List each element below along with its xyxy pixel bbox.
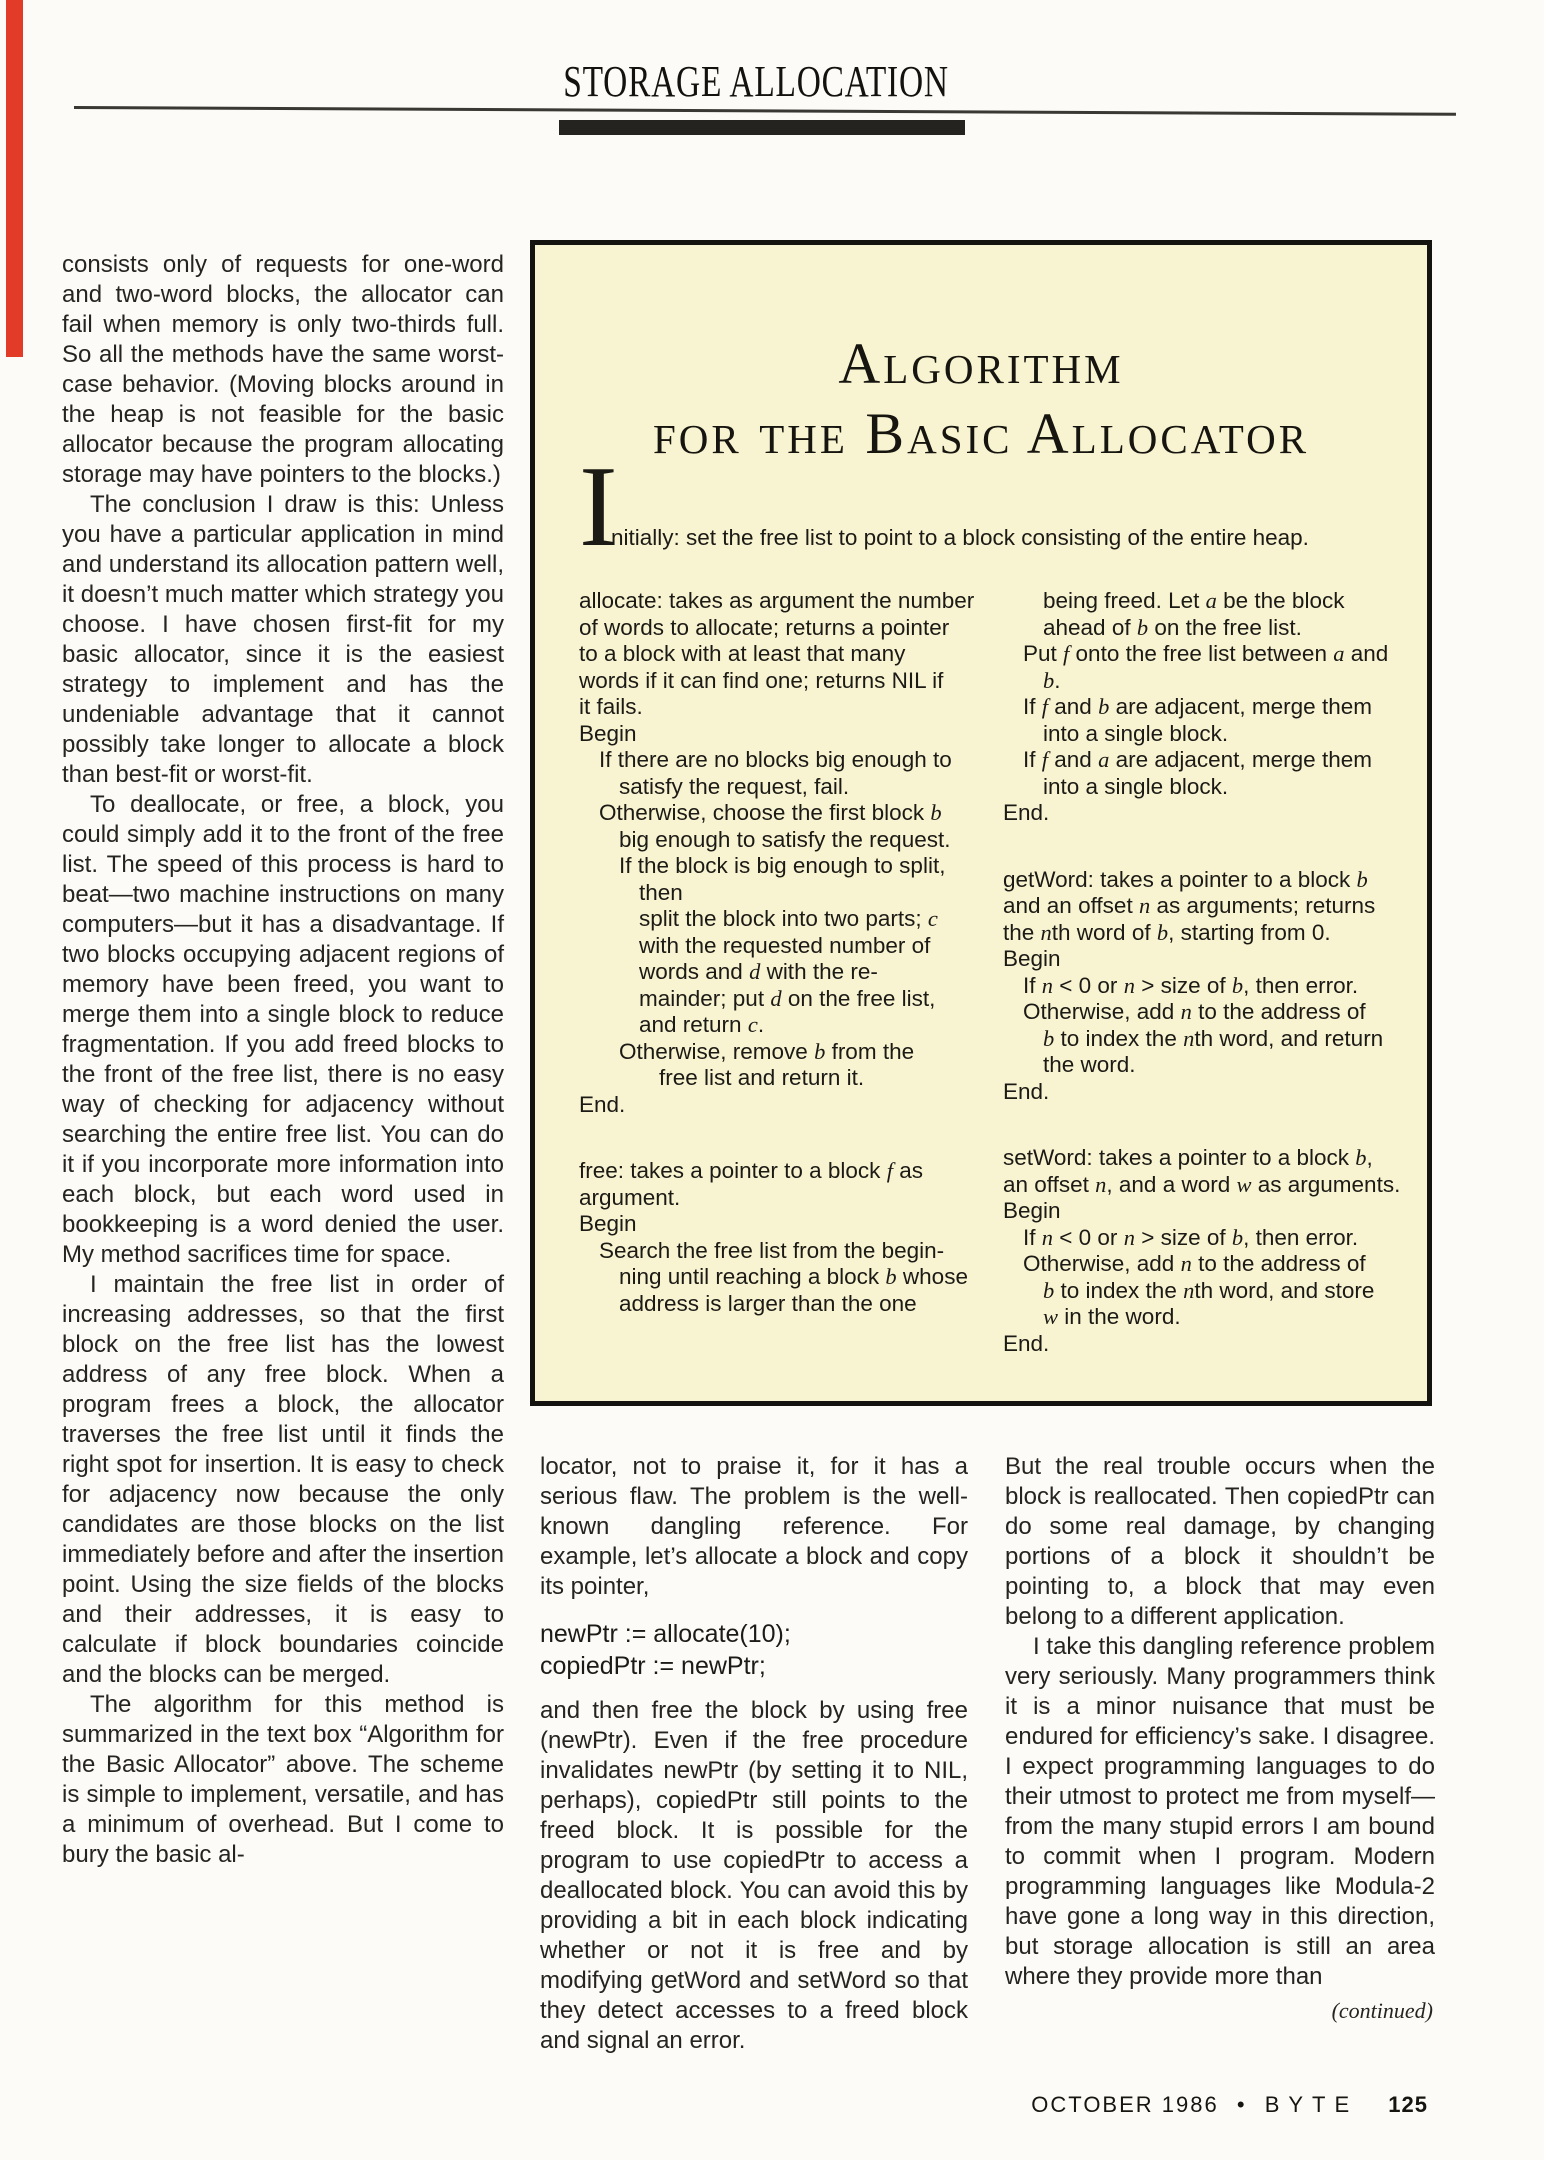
footer-page-number: 125 (1388, 2092, 1428, 2117)
page-footer (0, 2092, 1428, 2118)
page-edge-red-bar (6, 0, 23, 357)
pseudocode-line: Otherwise, add n to the address of (1023, 999, 1366, 1024)
pseudocode-column-left (579, 588, 1003, 1317)
pseudocode-column-right (1003, 588, 1427, 1357)
pseudocode-line: Begin (1003, 946, 1061, 971)
pseudocode-line: End. (579, 1091, 626, 1117)
pseudocode-line: Otherwise, remove b from the (619, 1038, 915, 1064)
right-text-column (1005, 1452, 1435, 2026)
pseudocode-line: big enough to satisfy the request. (619, 826, 951, 852)
pseudocode-line: Search the free list from the begin- (599, 1237, 945, 1263)
pseudocode-line: End. (1003, 1078, 1050, 1104)
pseudocode-line: If f and a are adjacent, merge them (1023, 747, 1372, 772)
pseudocode-line: of words to allocate; returns a pointer (579, 614, 950, 640)
paragraph: consists only of requests for one-word and two-word blocks, the allocator can fail when memory is only two-thirds full. So all the methods have the same worst-case behavior. (Moving blocks around in the heap is not feasible for the basic allocator because the program allocating storage may have pointers to the blocks.) (62, 251, 504, 488)
box-title-line2: for the Basic Allocator (652, 401, 1310, 466)
pseudocode-line: being freed. Let a be the block (1043, 588, 1345, 613)
footer-date: OCTOBER 1986 (1031, 2092, 1219, 2117)
pseudocode-line (579, 1118, 1003, 1158)
pseudocode-line: If there are no blocks big enough to (599, 747, 952, 772)
pseudocode-line: b. (1043, 667, 1061, 693)
pseudocode-line: split the block into two parts; c (639, 906, 938, 931)
continued-note: (continued) (1331, 1998, 1433, 2023)
pseudocode-line: b to index the nth word, and store (1043, 1277, 1375, 1303)
pseudocode-line: If n < 0 or n > size of b, then error. (1023, 972, 1359, 998)
paragraph: But the real trouble occurs when the block is reallocated. Then copiedPtr can do some real damage, by changing portions of a block it shouldn’t be pointing to, a block that may even belong to a different application. (1005, 1453, 1435, 1630)
code-snippet (540, 1618, 968, 1682)
pseudocode-line: and return c. (639, 1012, 765, 1037)
pseudocode-line: into a single block. (1043, 720, 1229, 746)
middle-text-column (540, 1452, 968, 2056)
header-rule (74, 106, 1456, 116)
algorithm-box-title (535, 329, 1427, 469)
pseudocode-line: allocate: takes as argument the number (579, 588, 975, 613)
pseudocode-line: Otherwise, add n to the address of (1023, 1251, 1366, 1276)
algorithm-box (530, 240, 1432, 1406)
paragraph: The conclusion I draw is this: Unless you have a particular application in mind and understand its allocation pattern well, it doesn’t much matter which strategy you choose. I have chosen first-fit for my basic allocator, since it is the easiest strategy to implement and has the undeniable advantage that it cannot possibly take longer to allocate a block than best-fit or worst-fit. (62, 491, 504, 788)
pseudocode-line: free list and return it. (659, 1065, 865, 1090)
footer-bullet: • (1236, 2092, 1247, 2117)
pseudocode-line: Begin (579, 720, 637, 746)
pseudocode-line: Begin (579, 1211, 637, 1236)
pseudocode-line: ning until reaching a block b whose (619, 1264, 968, 1289)
box-intro-text: nitially: set the free list to point to a block consisting of the entire heap. (611, 525, 1309, 550)
pseudocode-line: End. (1003, 800, 1050, 825)
pseudocode-line: If n < 0 or n > size of b, then error. (1023, 1224, 1359, 1250)
pseudocode-line: getWord: takes a pointer to a block b (1003, 866, 1368, 892)
pseudocode-line: to a block with at least that many (579, 641, 906, 666)
pseudocode-line (1003, 827, 1427, 867)
dropcap-initial: I (579, 443, 618, 571)
pseudocode-line: and an offset n as arguments; returns (1003, 893, 1376, 918)
pseudocode-line: address is larger than the one (619, 1290, 917, 1316)
box-title-line1: Algorithm (838, 331, 1124, 396)
pseudocode-line: words and d with the re- (639, 959, 878, 984)
pseudocode-line: mainder; put d on the free list, (639, 985, 936, 1011)
pseudocode-line: an offset n, and a word w as arguments. (1003, 1171, 1401, 1197)
code-line: copiedPtr := newPtr; (540, 1652, 766, 1680)
pseudocode-line: it fails. (579, 694, 643, 719)
left-text-column (62, 250, 504, 1870)
pseudocode-line: Begin (1003, 1198, 1061, 1223)
code-line: newPtr := allocate(10); (540, 1620, 791, 1648)
paragraph: I maintain the free list in order of increasing addresses, so that the first block on the free list has the lowest address of any free block. When a program frees a block, the allocator traverses the free list until it finds the right spot for insertion. It is easy to check for adjacency now because the only candidates are those blocks on the list immediately before and after the insertion point. Using the size fields of the blocks and their addresses, it is easy to calculate if block boundaries coincide and the blocks can be merged. (62, 1271, 504, 1688)
pseudocode-line: the nth word of b, starting from 0. (1003, 919, 1331, 945)
pseudocode-line: then (639, 879, 683, 905)
pseudocode-line: End. (1003, 1330, 1050, 1356)
pseudocode-line: satisfy the request, fail. (619, 773, 850, 799)
pseudocode-line: If the block is big enough to split, (619, 853, 946, 878)
pseudocode-line: with the requested number of (639, 932, 931, 958)
pseudocode-line: words if it can find one; returns NIL if (579, 667, 944, 693)
pseudocode-line (1003, 1105, 1427, 1145)
paragraph: The algorithm for this method is summarized in the text box “Algorithm for the Basic Allocator” above. The scheme is simple to implement, versatile, and has a minimum of overhead. But I come to bury the basic al- (62, 1691, 504, 1868)
pseudocode-line: Put f onto the free list between a and (1023, 641, 1389, 666)
page-title: STORAGE ALLOCATION (563, 57, 949, 106)
pseudocode-line: Otherwise, choose the first block b (599, 800, 942, 825)
pseudocode-line: the word. (1043, 1052, 1136, 1077)
pseudocode-line: ahead of b on the free list. (1043, 614, 1302, 640)
pseudocode-line: free: takes a pointer to a block f as (579, 1158, 923, 1183)
header-bar (559, 120, 965, 135)
pseudocode-line: b to index the nth word, and return (1043, 1025, 1384, 1051)
paragraph: locator, not to praise it, for it has a serious flaw. The problem is the well-known dangling reference. For example, let’s allocate a block and copy its pointer, (540, 1453, 968, 1600)
pseudocode-line: If f and b are adjacent, merge them (1023, 694, 1372, 719)
pseudocode-line: into a single block. (1043, 773, 1229, 799)
pseudocode-line: setWord: takes a pointer to a block b, (1003, 1145, 1373, 1170)
footer-magazine: BYTE (1264, 2092, 1359, 2117)
paragraph: I take this dangling reference problem very seriously. Many programmers think it is a minor nuisance that must be endured for efficiency’s sake. I disagree. I expect programming languages to do their utmost to protect me from myself—from the many stupid errors I am bound to commit when I program. Modern programming languages like Modula-2 have gone a long way in this direction, but storage allocation is still an area where they provide more than (1005, 1633, 1435, 1990)
pseudocode-line: w in the word. (1043, 1304, 1181, 1329)
paragraph: and then free the block by using free (newPtr). Even if the free procedure invalidates newPtr (by setting it to NIL, perhaps), copiedPtr still points to the freed block. It is possible for the program to use copiedPtr to access a deallocated block. You can avoid this by providing a bit in each block indicating whether or not it is free and by modifying getWord and setWord so that they detect accesses to a freed block and signal an error. (540, 1697, 968, 2054)
pseudocode-line: argument. (579, 1184, 681, 1210)
paragraph: To deallocate, or free, a block, you could simply add it to the front of the free list. The speed of this process is hard to beat—two machine instructions on many computers—but it has a disadvantage. If two blocks occupying adjacent regions of memory have been freed, you want to merge them into a single block to reduce fragmentation. If you add freed blocks to the front of the free list, there is no easy way of checking for adjacency without searching the entire free list. You can do it if you incorporate more information into each block, but each word used in bookkeeping is a word denied the user. My method sacrifices time for space. (62, 791, 504, 1268)
